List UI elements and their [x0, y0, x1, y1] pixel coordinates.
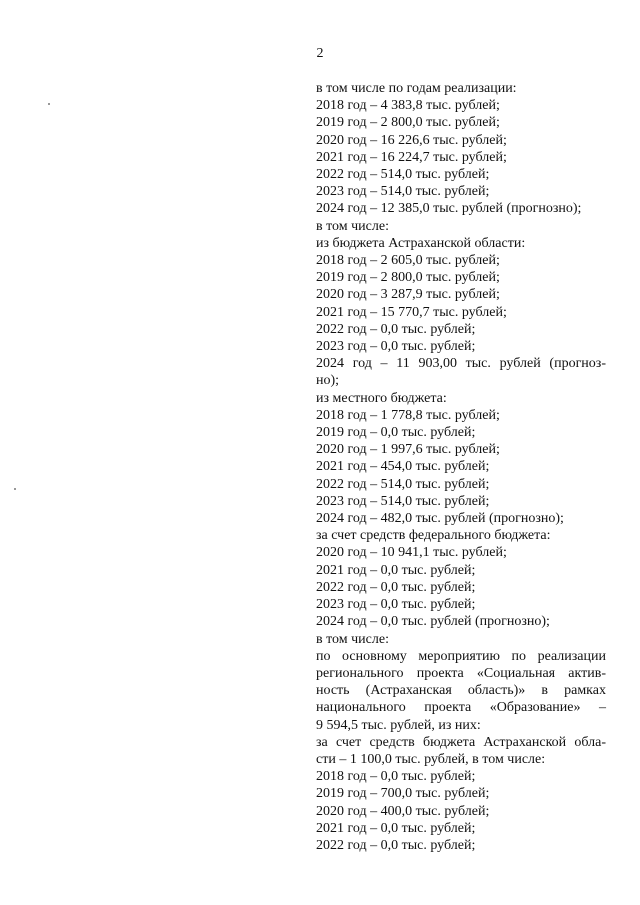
text-line: 9 594,5 тыс. рублей, из них:: [316, 717, 481, 733]
funding-text-block: [316, 80, 606, 854]
text-line: 2019 год – 2 800,0 тыс. рублей;: [316, 115, 500, 131]
text-line: 2024 год – 0,0 тыс. рублей (прогнозно);: [316, 614, 550, 630]
text-line: 2020 год – 10 941,1 тыс. рублей;: [316, 545, 507, 561]
text-line: из бюджета Астраханской области:: [316, 235, 526, 251]
text-line: 2021 год – 16 224,7 тыс. рублей;: [316, 149, 507, 165]
scan-speck: [14, 488, 16, 490]
text-line: 2022 год – 0,0 тыс. рублей;: [316, 321, 476, 337]
text-line: 2018 год – 4 383,8 тыс. рублей;: [316, 98, 500, 114]
text-line: по основному мероприятию по реализации: [316, 648, 606, 664]
text-line: 2021 год – 0,0 тыс. рублей;: [316, 820, 476, 836]
text-line: 2022 год – 514,0 тыс. рублей;: [316, 167, 490, 183]
text-line: 2024 год – 482,0 тыс. рублей (прогнозно);: [316, 511, 564, 527]
text-line: 2018 год – 1 778,8 тыс. рублей;: [316, 407, 500, 423]
scan-speck: [48, 103, 50, 105]
text-line: 2023 год – 514,0 тыс. рублей;: [316, 184, 490, 200]
text-line: 2021 год – 454,0 тыс. рублей;: [316, 459, 490, 475]
page-number: 2: [316, 46, 324, 61]
text-line: 2020 год – 400,0 тыс. рублей;: [316, 803, 490, 819]
text-line: 2023 год – 0,0 тыс. рублей;: [316, 339, 476, 355]
text-line: 2018 год – 0,0 тыс. рублей;: [316, 769, 476, 785]
text-line: из местного бюджета:: [316, 390, 447, 406]
text-line: но);: [316, 373, 340, 389]
text-line: 2019 год – 700,0 тыс. рублей;: [316, 786, 490, 802]
wrapped-line-2024-regional: [316, 355, 606, 389]
text-line: 2024 год – 12 385,0 тыс. рублей (прогнозно);: [316, 201, 582, 217]
text-line: в том числе:: [316, 218, 389, 234]
text-line: 2020 год – 1 997,6 тыс. рублей;: [316, 442, 500, 458]
text-line: сти – 1 100,0 тыс. рублей, в том числе:: [316, 751, 546, 767]
text-line: 2023 год – 514,0 тыс. рублей;: [316, 493, 490, 509]
text-line: 2020 год – 3 287,9 тыс. рублей;: [316, 287, 500, 303]
paragraph-main-event: [316, 648, 606, 734]
paragraph-regional-budget: [316, 734, 606, 768]
text-line: 2018 год – 2 605,0 тыс. рублей;: [316, 253, 500, 269]
text-line: 2019 год – 2 800,0 тыс. рублей;: [316, 270, 500, 286]
text-line: 2021 год – 0,0 тыс. рублей;: [316, 562, 476, 578]
text-line: в том числе по годам реализации:: [316, 81, 517, 96]
text-line: 2020 год – 16 226,6 тыс. рублей;: [316, 132, 507, 148]
text-line: в том числе:: [316, 631, 389, 647]
text-line: 2021 год – 15 770,7 тыс. рублей;: [316, 304, 507, 320]
text-line: 2019 год – 0,0 тыс. рублей;: [316, 425, 476, 441]
text-line: ность (Астраханская область)» в рамках: [316, 683, 606, 699]
text-line: 2022 год – 514,0 тыс. рублей;: [316, 476, 490, 492]
text-line: 2022 год – 0,0 тыс. рублей;: [316, 579, 476, 595]
text-line: 2023 год – 0,0 тыс. рублей;: [316, 597, 476, 613]
text-line: за счет средств федерального бюджета:: [316, 528, 551, 544]
text-line: 2022 год – 0,0 тыс. рублей;: [316, 837, 476, 853]
text-line: регионального проекта «Социальная актив-: [316, 665, 606, 681]
text-line: 2024 год – 11 903,00 тыс. рублей (прогноз-: [316, 356, 606, 372]
text-line: за счет средств бюджета Астраханской обла-: [316, 734, 606, 750]
text-line: национального проекта «Образование» –: [316, 700, 606, 716]
